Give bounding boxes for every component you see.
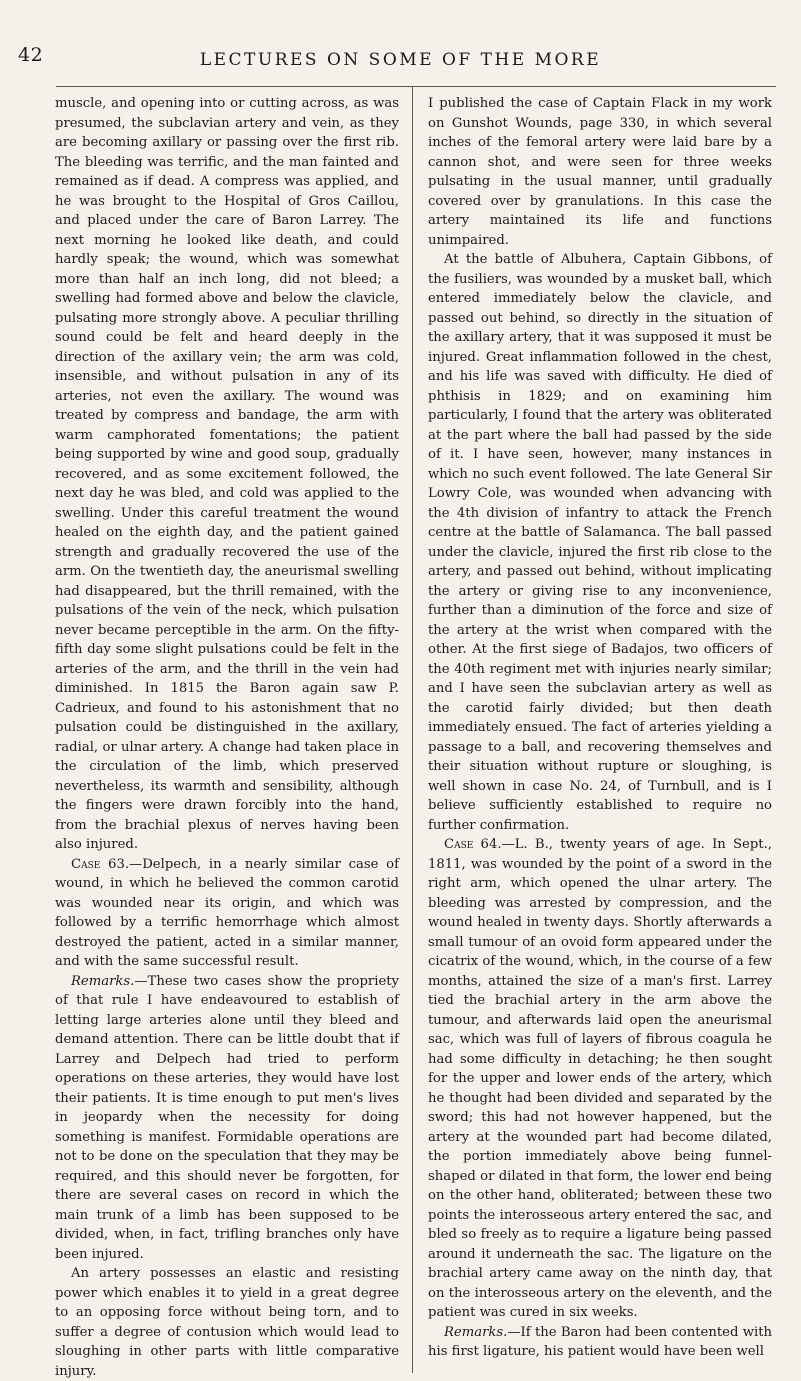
- left-column: [55, 94, 399, 1381]
- column-divider: [412, 86, 413, 1373]
- case-64-text: —L. B., twenty years of age. In Sept., 1811, was wounded by the point of a sword in the right arm, which opened the ulnar artery. The bleeding was arrested by compression, and the wound healed in twenty days. Shortly afterwards a small tumour of an ovoid form appeared under the cicatrix of the wound, which, in the course of a few months, attained the size of a man's first. Larrey tied the brachial artery in the arm above the tumour, and afterwards laid open the aneurismal sac, which was full of layers of fibrous coagula he had some difficulty in detaching; he then sought for the upper and lower ends of the artery, which he thought had been divided and separated by the sword; this had not however happened, but the artery at the wounded part had become dilated, the portion immediately above being funnel-shaped or dilated in that form, the lower end being on the other hand, obliterated; between these two points the interosseous artery entered the sac, and bled so freely as to require a ligature being passed around it underneath the sac. The ligature on the brachial artery came away on the ninth day, that on the interosseous artery on the eleventh, and the patient was cured in six weeks.: [428, 837, 772, 1320]
- remarks-1-text: —These two cases show the propriety of that rule I have endeavoured to establish of letting large arteries alone until they bleed and demand attention. There can be little doubt that if Larrey and Delpech had tried to perform operations on these arteries, they would have lost their patients. It is time enough to put men's lives in jeopardy when the necessity for doing something is manifest. Formidable operations are not to be done on the speculation that they may be required, and this should never be forgotten, for there are several cases on record in which the main trunk of a limb has been supposed to be divided, when, in fact, trifling branches only have been injured.: [55, 973, 399, 1262]
- header-rule: [56, 86, 776, 87]
- remarks-1-paragraph: [55, 972, 399, 1265]
- page-number: 42: [18, 44, 44, 66]
- paragraph-captain-flack: I published the case of Captain Flack in my work on Gunshot Wounds, page 330, in which several inches of the femoral artery were laid bare by a cannon shot, and were seen for three weeks pulsating in the usual manner, until gradually covered over by granulations. In this case the artery maintained its life and functions unimpaired.: [428, 96, 772, 248]
- case-64-heading: Case 64.: [444, 837, 502, 852]
- case-63-paragraph: [55, 855, 399, 972]
- paragraph-albuhera: At the battle of Albuhera, Captain Gibbons, of the fusiliers, was wounded by a musket ball, which entered immediately below the clavicle, and passed out behind, so directly in the situation of the axillary artery, that it was supposed it must be injured. Great inflammation followed in the chest, and his life was saved with difficulty. He died of phthisis in 1829; and on examining him particularly, I found that the artery was obliterated at the part where the ball had passed by the side of it. I have seen, however, many instances in which no such event followed. The late General Sir Lowry Cole, was wounded when advancing with the 4th division of infantry to attack the French centre at the battle of Salamanca. The ball passed under the clavicle, injured the first rib close to the artery, and passed out behind, without implicating the artery or giving rise to any inconvenience, further than a diminution of the force and size of the artery at the wrist when compared with the other. At the first siege of Badajos, two officers of the 40th regiment met with injuries nearly similar; and I have seen the subclavian artery as well as the carotid fairly divided; but then death immediately ensued. The fact of arteries yielding a passage to a ball, and recovering themselves and their situation without rupture or sloughing, is well shown in case No. 24, of Turnbull, and is I believe sufficiently established to require no further confirmation.: [428, 252, 772, 833]
- paragraph-artery-elasticity: An artery possesses an elastic and resisting power which enables it to yield in a great degree to an opposing force without being torn, and to suffer a degree of contusion which would lead to sloughing in other parts with little comparative injury.: [55, 1266, 399, 1379]
- right-column: [428, 94, 772, 1362]
- remarks-2-heading: Remarks.: [444, 1324, 508, 1340]
- running-head: LECTURES ON SOME OF THE MORE: [199, 50, 602, 70]
- remarks-2-paragraph: [428, 1323, 772, 1362]
- case-64-paragraph: [428, 835, 772, 1323]
- case-63-heading: Case 63.: [71, 856, 130, 872]
- paragraph-cadrieux-case: muscle, and opening into or cutting across, as was presumed, the subclavian artery and vein, as they are becoming axillary or passing over the first rib. The bleeding was terrific, and the man fainted and remained as if dead. A compress was applied, and he was brought to the Hospital of Gros Caillou, and placed under the care of Baron Larrey. The next morning he looked like death, and could hardly speak; the wound, which was somewhat more than half an inch long, did not bleed; a swelling had formed above and below the clavicle, pulsating more strongly above. A peculiar thrilling sound could be felt and heard deeply in the direction of the axillary vein; the arm was cold, insensible, and without pulsation in any of its arteries, not even the axillary. The wound was treated by compress and bandage, the arm with warm camphorated fomentations; the patient being supported by wine and good soup, gradually recovered, and as some excitement followed, the next day he was bled, and cold was applied to the swelling. Under this careful treatment the wound healed on the eighth day, and the patient gained strength and gradually recovered the use of the arm. On the twentieth day, the aneurismal swelling had disappeared, but the thrill remained, with the pulsations of the vein of the neck, which pulsation never became perceptible in the arm. On the fifty-fifth day some slight pulsations could be felt in the arteries of the arm, and the thrill in the vein had diminished. In 1815 the Baron again saw P. Cadrieux, and found to his astonishment that no pulsation could be distinguished in the axillary, radial, or ulnar artery. A change had taken place in the circulation of the limb, which preserved nevertheless, its warmth and sensibility, although the fingers were drawn forcibly into the hand, from the brachial plexus of nerves having been also injured.: [55, 96, 399, 852]
- case-63-text: —Delpech, in a nearly similar case of wound, in which he believed the common carotid was wounded near its origin, and which was followed by a terrific hemorrhage which almost destroyed the patient, acted in a similar manner, and with the same successful result.: [55, 856, 399, 969]
- remarks-1-heading: Remarks.: [71, 973, 135, 989]
- remarks-2-text: —If the Baron had been contented with his first ligature, his patient would have been well: [428, 1324, 772, 1359]
